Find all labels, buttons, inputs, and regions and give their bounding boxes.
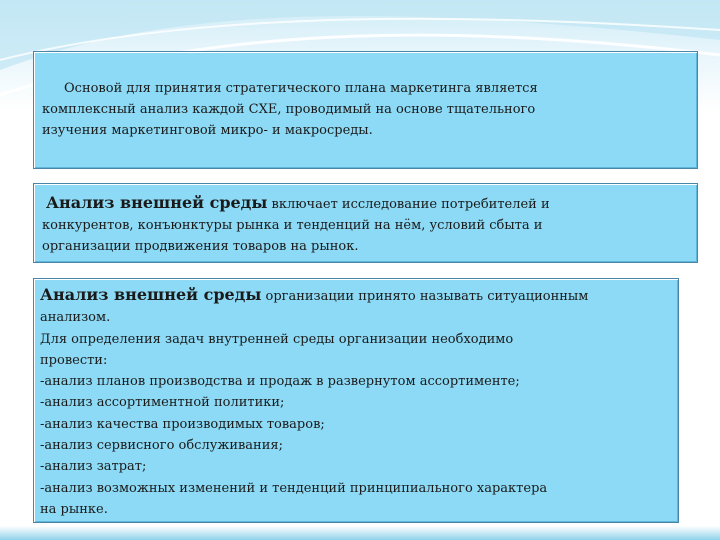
list-item: -анализ возможных изменений и тенденций принципиального характера <box>40 480 548 496</box>
text-line: Основой для принятия стратегического плана маркетинга является <box>64 81 538 96</box>
external-analysis-text-box <box>33 183 698 263</box>
text-line: провести: <box>40 352 108 368</box>
text-line: Анализ внешней среды включает исследование потребителей и <box>46 193 550 212</box>
strategic-plan-text-box <box>33 51 698 169</box>
text-line: анализом. <box>40 310 111 326</box>
list-item: -анализ качества производимых товаров; <box>40 416 325 432</box>
text-line: организации продвижения товаров на рынок. <box>42 239 359 254</box>
text-line: изучения маркетинговой микро- и макросреды. <box>42 123 373 138</box>
text-line: конкурентов, конъюнктуры рынка и тенденций на нём, условий сбыта и <box>42 218 543 233</box>
heading-bold: Анализ внешней среды <box>40 285 262 304</box>
situational-analysis-text-box <box>33 278 679 523</box>
list-item: -анализ затрат; <box>40 459 147 475</box>
list-item: на рынке. <box>40 501 108 517</box>
text-line: комплексный анализ каждой СХЕ, проводимый на основе тщательного <box>42 102 536 117</box>
background-bottom-strip <box>0 526 720 540</box>
heading-bold: Анализ внешней среды <box>46 193 268 212</box>
text-line: Для определения задач внутренней среды организации необходимо <box>40 331 514 347</box>
list-item: -анализ сервисного обслуживания; <box>40 438 283 454</box>
text-line: Анализ внешней среды организации принято называть ситуационным <box>40 285 589 304</box>
list-item: -анализ планов производства и продаж в развернутом ассортименте; <box>40 374 520 390</box>
list-item: -анализ ассортиментной политики; <box>40 395 285 411</box>
